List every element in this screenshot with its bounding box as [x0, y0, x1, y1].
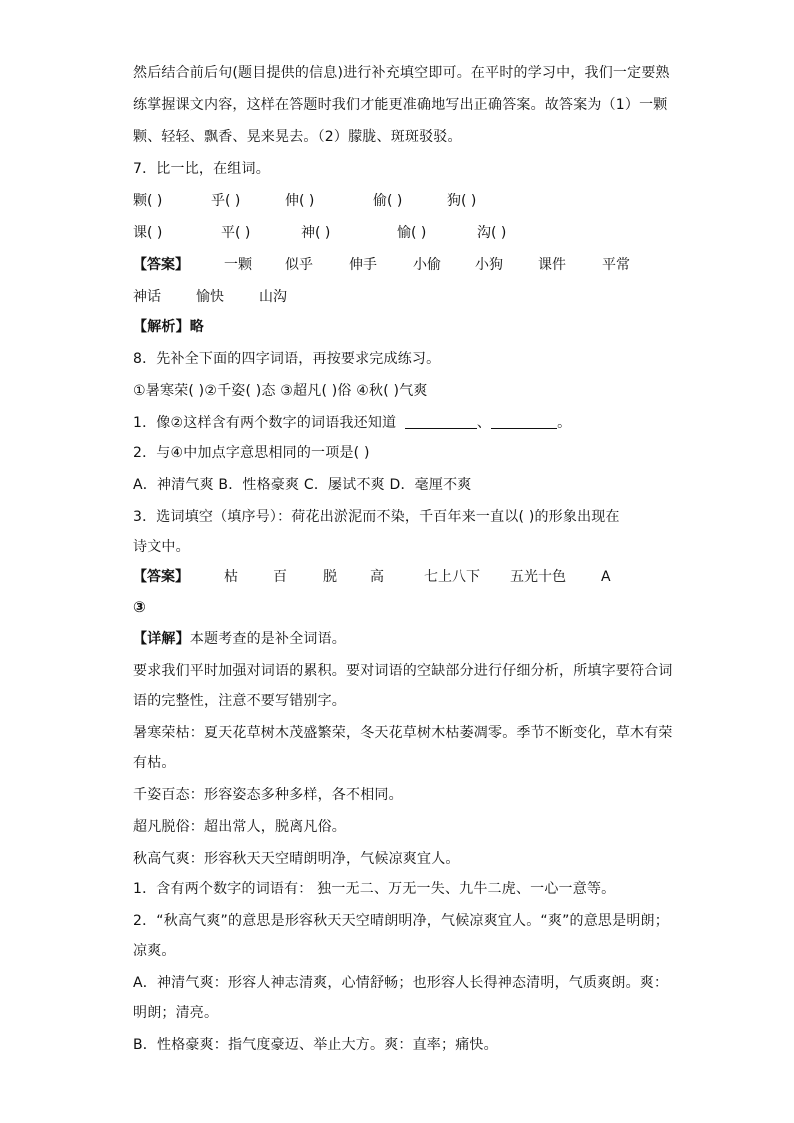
q7-item: 伸( ) [285, 193, 315, 209]
answer-word: 山沟 [259, 289, 287, 305]
detail-line: 凉爽。 [133, 943, 176, 959]
answer-blank[interactable] [491, 414, 557, 429]
q8-title: 8．先补全下面的四字词语，再按要求完成练习。 [133, 351, 441, 367]
answer-word: 神话 [133, 289, 161, 305]
detail-line: 1．含有两个数字的词语有： 独一无二、万无一失、九牛二虎、一心一意等。 [133, 881, 616, 897]
q8-sub3: 3．选词填空（填序号）：荷花出淤泥而不染，千百年来一直以( )的形象出现在 [133, 509, 620, 525]
q8-items: ①暑寒荣( )②千姿( )态 ③超凡( )俗 ④秋( )气爽 [133, 383, 428, 399]
q7-item: 课( ) [133, 225, 163, 241]
q7-item: 平( ) [221, 225, 251, 241]
q8-sub1-text: 1．像②这样含有两个数字的词语我还知道 [133, 415, 397, 431]
q7-item: 颗( ) [133, 193, 163, 209]
q7-item: 乎( ) [211, 193, 241, 209]
detail-line: 要求我们平时加强对词语的累积。要对词语的空缺部分进行仔细分析，所填字要符合词 [133, 663, 673, 679]
answer-blank[interactable] [405, 414, 477, 429]
intro-line: 然后结合前后句(题目提供的信息)进行补充填空即可。在平时的学习中，我们一定要熟 [133, 65, 670, 81]
detail-line [133, 629, 346, 649]
detail-line: 语的完整性，注意不要写错别字。 [133, 693, 346, 709]
detail-line: 超凡脱俗：超出常人，脱离凡俗。 [133, 819, 346, 835]
answer-word: 似乎 [285, 257, 313, 273]
q8-options: A．神清气爽 B．性格豪爽 C．屡试不爽 D．毫厘不爽 [133, 477, 472, 493]
detail-line: 明朗；清亮。 [133, 1005, 219, 1021]
answer-label: 【答案】 [133, 569, 189, 585]
detail-line: 2．“秋高气爽”的意思是形容秋天天空晴朗明净，气候凉爽宜人。“爽”的意思是明朗； [133, 913, 669, 929]
answer-word: 伸手 [349, 257, 377, 273]
q8-answer-last: ③ [133, 598, 146, 616]
answer-word: 五光十色 [510, 569, 566, 585]
q7-item: 神( ) [301, 225, 331, 241]
detail-line: B．性格豪爽：指气度豪迈、举止大方。爽：直率；痛快。 [133, 1037, 498, 1053]
detail-line: 有枯。 [133, 755, 176, 771]
answer-word: 脱 [323, 569, 337, 585]
answer-word: 课件 [538, 257, 566, 273]
q8-sub1 [133, 413, 571, 433]
answer-word: 七上八下 [424, 569, 480, 585]
intro-line: 颗、轻轻、飘香、晃来晃去。（2）朦胧、斑斑驳驳。 [133, 129, 462, 145]
answer-word: 枯 [224, 569, 238, 585]
q8-sub1-end: 。 [557, 415, 572, 431]
answer-word: 百 [273, 569, 287, 585]
detail-line: A．神清气爽：形容人神志清爽，心情舒畅；也形容人长得神态清明，气质爽朗。爽： [133, 975, 669, 991]
q8-sub2: 2．与④中加点字意思相同的一项是( ) [133, 445, 370, 461]
q8-sub1-separator: 、 [476, 415, 492, 431]
detail-line: 暑寒荣枯：夏天花草树木茂盛繁荣，冬天花草树木枯萎凋零。季节不断变化，草木有荣 [133, 725, 673, 741]
answer-label: 【答案】 [133, 257, 189, 273]
answer-word: 小狗 [475, 257, 503, 273]
answer-word: 高 [370, 569, 384, 585]
detail-line: 秋高气爽：形容秋天天空晴朗明净，气候凉爽宜人。 [133, 851, 460, 867]
answer-word: 一颗 [224, 257, 252, 273]
answer-word: 小偷 [413, 257, 441, 273]
answer-word: A [601, 569, 611, 585]
intro-line: 练掌握课文内容，这样在答题时我们才能更准确地写出正确答案。故答案为（1）一颗 [133, 97, 668, 113]
q7-item: 沟( ) [477, 225, 507, 241]
answer-word: 愉快 [196, 289, 224, 305]
answer-word: 平常 [602, 257, 630, 273]
q7-title: 7．比一比，在组词。 [133, 161, 270, 177]
detail-line: 千姿百态：形容姿态多种多样，各不相同。 [133, 787, 403, 803]
detail-text: 本题考查的是补全词语。 [189, 631, 347, 647]
detail-label: 【详解】 [133, 631, 190, 647]
q7-analysis: 【解析】略 [133, 319, 204, 335]
q7-item: 偷( ) [373, 193, 403, 209]
q8-sub3: 诗文中。 [133, 539, 190, 555]
q7-item: 狗( ) [447, 193, 477, 209]
q7-item: 愉( ) [397, 225, 427, 241]
